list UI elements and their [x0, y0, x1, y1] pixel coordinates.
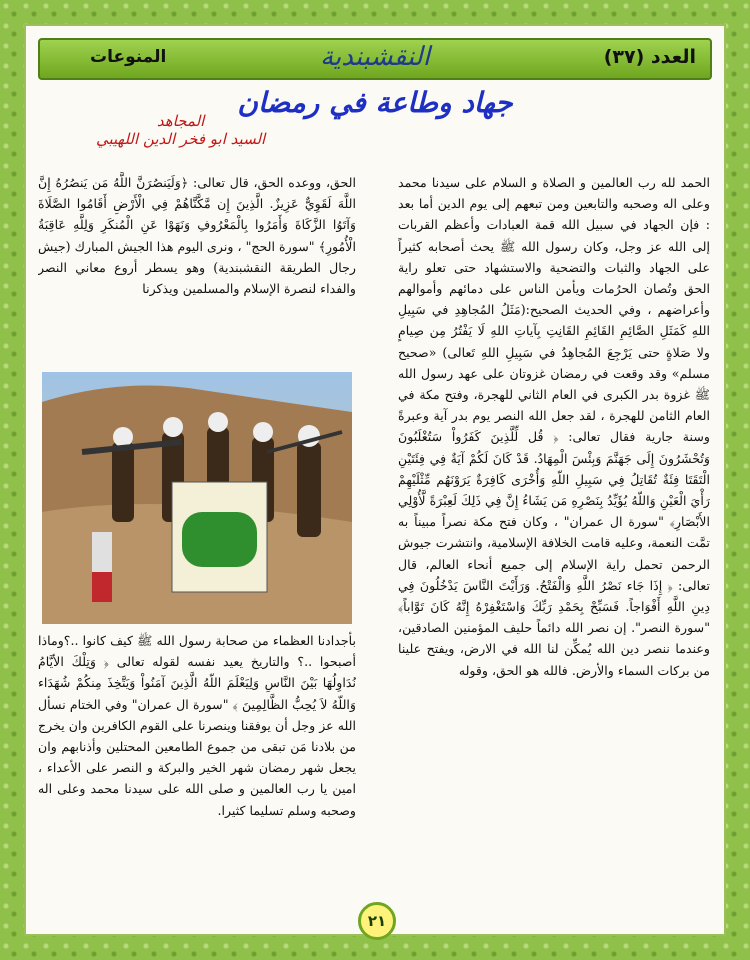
- right-column-text: [398, 172, 710, 924]
- issue-number: العدد (٣٧): [603, 46, 696, 68]
- header-bar: [38, 38, 712, 80]
- page-number-badge: ٢١: [358, 902, 396, 940]
- section-name: المنوعات: [90, 47, 167, 67]
- author-block: [96, 112, 265, 148]
- fighters-photo: [42, 372, 352, 624]
- left-top-paragraph: الحق، ووعده الحق، قال تعالى: ﴿وَلَيَنصُرَنَّ اللَّهُ مَن يَنصُرُهُ إِنَّ اللَّهَ لَقَوِيٌّ عَزِيزٌ. الَّذِينَ إِن مَّكَّنَّاهُمْ فِي الْأَرْضِ أَقَامُوا الصَّلَاةَ وَآتَوُا الزَّكَاةَ وَأَمَرُوا بِالْمَعْرُوفِ وَنَهَوْا عَنِ الْمُنكَرِ وَلِلَّهِ عَاقِبَةُ الْأُمُورِ﴾ "سورة الحج" ، ونرى اليوم هذا الجيش المبارك (جيش رجال الطريقة النقشبندية) وهو يسطر أروع معاني النصر والفداء لنصرة الإسلام والمسلمين ويذكرنا: [38, 175, 356, 297]
- left-column-bottom-text: [38, 630, 356, 924]
- magazine-title: النقشبندية: [320, 42, 430, 72]
- article-title: جهاد وطاعة في رمضان: [237, 86, 513, 119]
- right-column-paragraph: الحمد لله رب العالمين و الصلاة و السلام على سيدنا محمد وعلى اله وصحبه والتابعين ومن تبعهم إلى يوم الدين أما بعد : فإن الجهاد في سبيل الله قمة العبادات وأعظم القربات إلى الله عز وجل، وكان رسول الله ﷺ يحث أصحابه كثيراً على الجهاد والثبات والتضحية والاستشهاد حتى تعلو راية الحق وتُصان الحرُمات ويأمن الناس على دمائهم وأموالهم وأعراضهم ، وفي الحديث الصحيح:(مَثَلُ المُجاهِدِ في سَبِيلِ اللهِ كَمَثَلِ الصَّائِمِ القَائِمِ القَانِتِ بِآياتِ اللهِ لَا يَفْتُرُ مِن صِيامٍ ولا صَلاةٍ حتى يَرْجِعَ المُجاهِدُ في سَبِيلِ اللهِ تَعالى) «صحيح مسلم» وقد وقعت في رمضان غزوتان على عهد رسول الله ﷺ غزوة بدر الكبرى في العام الثاني للهجرة، وفتح مكة في العام الثامن للهجرة ، لقد جعل الله النصر يوم بدر آية وعبرةً وسنة جارية فقال تعالى: ﴿ قُل لِّلَّذِينَ كَفَرُواْ سَتُغْلَبُونَ وَتُحْشَرُونَ إِلَى جَهَنَّمَ وَبِئْسَ الْمِهَادُ. قَدْ كَانَ لَكُمْ آيَةٌ فِي فِئَتَيْنِ الْتَقَتَا فِئَةٌ تُقَاتِلُ فِي سَبِيلِ اللّهِ وَأُخْرَى كَافِرَةٌ يَرَوْنَهُم مِّثْلَيْهِمْ رَأْيَ الْعَيْنِ وَاللّهُ يُؤَيِّدُ بِنَصْرِهِ مَن يَشَاءُ إِنَّ فِي ذَلِكَ لَعِبْرَةً لَّأُوْلِي الأَبْصَارِ﴾ "سورة ال عمران" ، وكان فتح مكة نصراً مبيناً به تمَّت النعمة، وعليه قامت الخلافة الإسلامية، وانتشرت جيوش الرحمن تحمل راية الإسلام إلى جميع أنحاء العالم، قال تعالى: ﴿ إِذَا جَاء نَصْرُ اللَّهِ وَالْفَتْحُ. وَرَأَيْتَ النَّاسَ يَدْخُلُونَ فِي دِينِ اللَّهِ أَفْوَاجاً. فَسَبِّحْ بِحَمْدِ رَبِّكَ وَاسْتَغْفِرْهُ إِنَّهُ كَانَ تَوَّاباً﴾ "سورة النصر". إن نصر الله دائماً حليف المؤمنين الصادقين، وعندما ننصر دين الله يُمكِّن لنا الله في الارض، ويفتح علينا من بركات السماء والأرض. فالله هو الحق، وقوله: [398, 175, 710, 678]
- page-panel: [24, 24, 726, 936]
- author-role: المجاهد: [156, 112, 205, 130]
- left-bottom-paragraph: بأجدادنا العظماء من صحابة رسول الله ﷺ كيف كانوا ..؟وماذا أصبحوا ..؟ والتاريخ يعيد نفسه لقوله تعالى ﴿ وَتِلْكَ الأيَّامُ نُدَاوِلُهَا بَيْنَ النَّاسِ وَلِيَعْلَمَ اللّهُ الَّذِينَ آمَنُواْ وَيَتَّخِذَ مِنكُمْ شُهَدَاء وَاللّهُ لاَ يُحِبُّ الظَّالِمِينَ ﴾ "سورة ال عمران" وفي الختام نسأل الله عز وجل أن يوفقنا وينصرنا على القوم الكافرين وان يخرج من بلادنا مَن تبقى من جموع الطامعين المحتلين وأذنابهم وان يجعل شهر رمضان شهر الخير والبركة و النصر على الأعداء ، امين يا رب العالمين و صلى الله على سيدنا محمد وعلى اله وصحبه وسلم تسليما كثيرا.: [38, 633, 356, 818]
- left-column-top-text: [38, 172, 356, 372]
- author-name: السيد ابو فخر الدين اللهيبي: [96, 130, 266, 148]
- fighters-photo-illustration: [42, 372, 352, 624]
